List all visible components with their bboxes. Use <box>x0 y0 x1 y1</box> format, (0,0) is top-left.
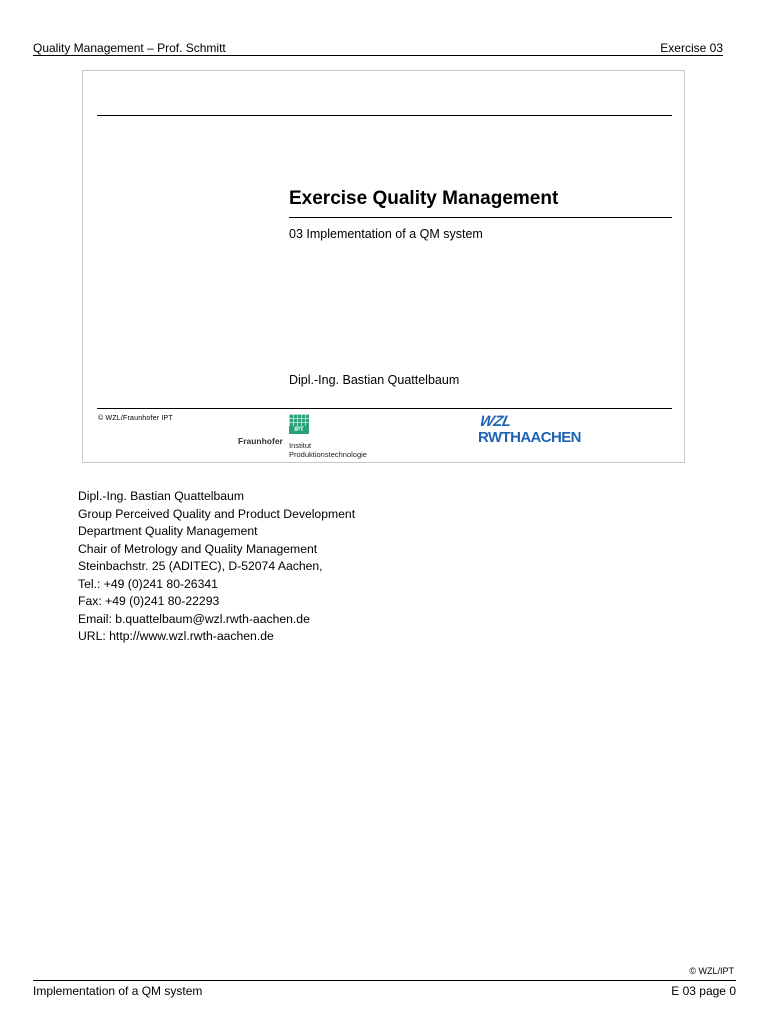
rwth-logo-text: RWTHAACHEN <box>478 429 581 446</box>
fraunhofer-ipt-mark-icon <box>289 414 309 434</box>
page-header <box>33 41 723 56</box>
institute-line-2: Produktionstechnologie <box>289 450 367 459</box>
footer-page-number: E 03 page 0 <box>671 984 736 998</box>
contact-name: Dipl.-Ing. Bastian Quattelbaum <box>78 489 244 503</box>
slide-top-rule <box>97 115 672 116</box>
slide-title: Exercise Quality Management <box>289 188 559 209</box>
header-course-title: Quality Management – Prof. Schmitt <box>33 41 226 55</box>
contact-department: Department Quality Management <box>78 524 258 538</box>
slide-subtitle: 03 Implementation of a QM system <box>289 227 483 241</box>
fraunhofer-name: Fraunhofer <box>238 436 283 446</box>
fraunhofer-mark-label: IPT <box>294 427 304 433</box>
page-footer <box>33 980 736 997</box>
contact-email: Email: b.quattelbaum@wzl.rwth-aachen.de <box>78 611 310 626</box>
institute-line-1: Institut <box>289 441 312 450</box>
header-exercise-number: Exercise 03 <box>660 41 723 55</box>
slide-title-rule <box>289 217 672 218</box>
footer-topic: Implementation of a QM system <box>33 984 203 998</box>
contact-fax: Fax: +49 (0)241 80-22293 <box>78 594 220 608</box>
contact-chair: Chair of Metrology and Quality Management <box>78 541 318 556</box>
slide-bottom-rule <box>97 408 672 409</box>
wzl-rwth-logo <box>478 413 603 447</box>
footer-copyright: © WZL/IPT <box>689 966 734 976</box>
contact-block <box>78 488 355 646</box>
slide-author: Dipl.-Ing. Bastian Quattelbaum <box>289 373 460 387</box>
contact-address: Steinbachstr. 25 (ADITEC), D-52074 Aachen, <box>78 559 323 573</box>
slide-copyright: © WZL/Fraunhofer IPT <box>98 415 173 422</box>
fraunhofer-logo <box>238 412 388 462</box>
fraunhofer-institute <box>289 441 367 459</box>
slide-thumbnail <box>82 70 685 463</box>
contact-phone: Tel.: +49 (0)241 80-26341 <box>78 576 218 591</box>
contact-group: Group Perceived Quality and Product Development <box>78 506 356 521</box>
contact-url: URL: http://www.wzl.rwth-aachen.de <box>78 629 274 643</box>
wzl-logo-text: WZL <box>478 413 513 430</box>
